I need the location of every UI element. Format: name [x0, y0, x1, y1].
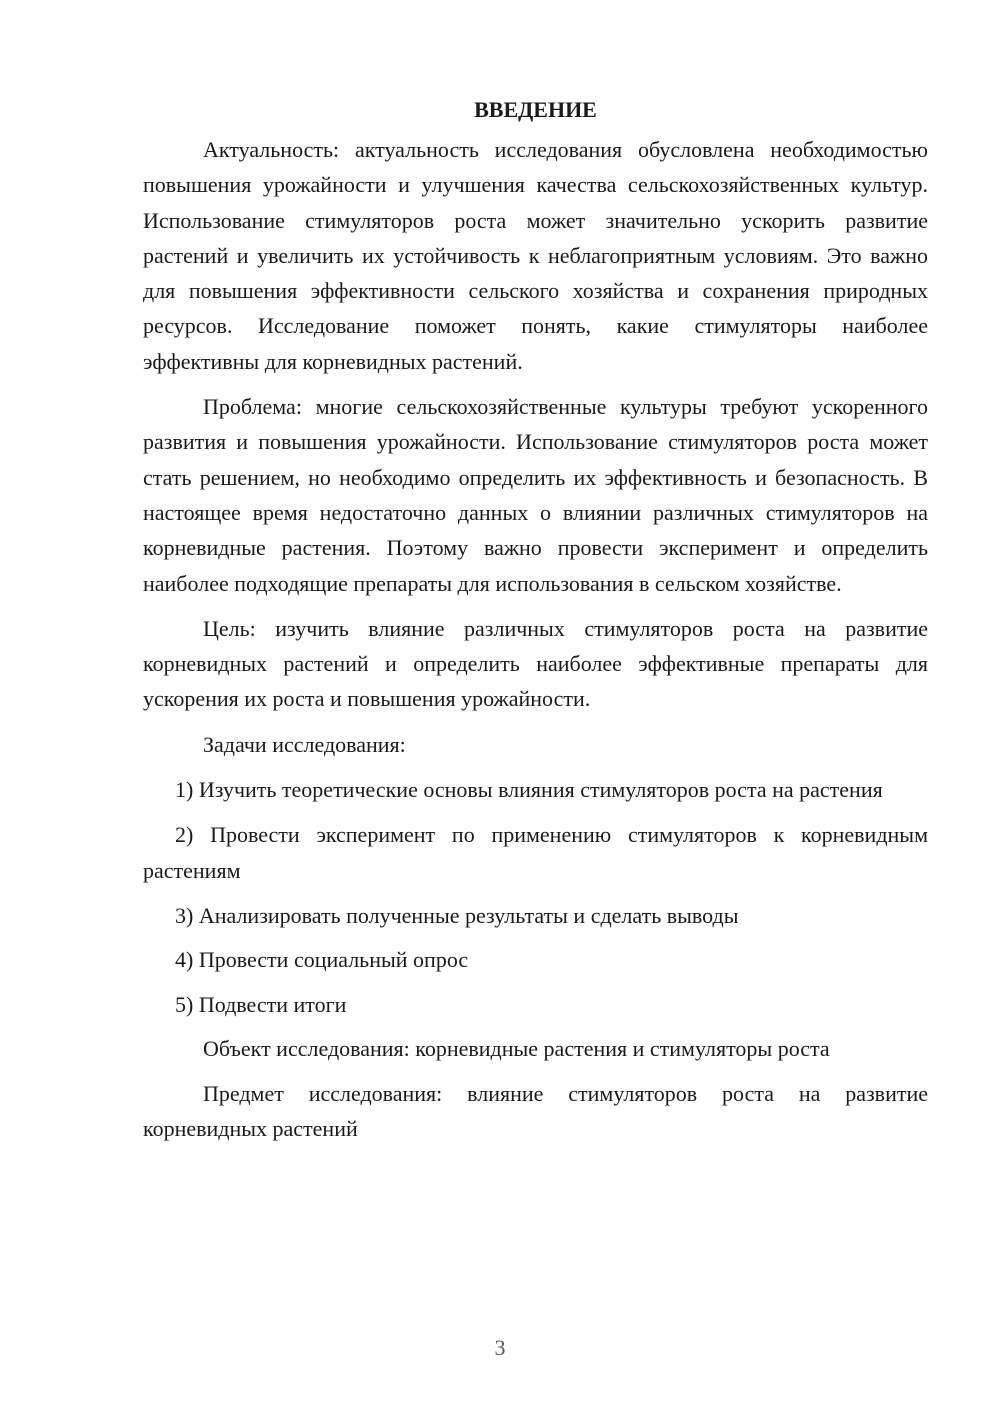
goal-paragraph: Цель: изучить влияние различных стимуляторов роста на развитие корневидных растений и определить наиболее эффективные препараты для ускорения их роста и повышения урожайности. — [143, 615, 928, 712]
section-title: ВВЕДЕНИЕ — [474, 97, 597, 122]
document-page — [143, 92, 928, 1157]
tasks-heading: Задачи исследования: — [203, 731, 406, 757]
task-item-3: 3) Анализировать полученные результаты и сделать выводы — [175, 902, 739, 928]
page-number: 3 — [494, 1335, 506, 1360]
relevance-paragraph: Актуальность: актуальность исследования обусловлена необходимостью повышения урожайности и улучшения качества сельскохозяйственных культур. Использование стимуляторов роста может значительно ускорить развитие растений и увеличить их устойчивость к неблагоприятным условиям. Это важно для повышения эффективности сельского хозяйства и сохранения природных ресурсов. Исследование поможет понять, какие стимуляторы наиболее эффективны для корневидных растений. — [143, 137, 928, 374]
task-item-5: 5) Подвести итоги — [175, 991, 347, 1017]
task-item-2: 2) Провести эксперимент по применению стимуляторов к корневидным растениям — [143, 822, 928, 883]
research-subject: Предмет исследования: влияние стимуляторов роста на развитие корневидных растений — [143, 1081, 928, 1142]
task-item-4: 4) Провести социальный опрос — [175, 947, 469, 973]
problem-paragraph: Проблема: многие сельскохозяйственные культуры требуют ускоренного развития и повышения урожайности. Использование стимуляторов роста может стать решением, но необходимо определить их эффективность и безопасность. В настоящее время недостаточно данных о влиянии различных стимуляторов на корневидные растения. Поэтому важно провести эксперимент и определить наиболее подходящие препараты для использования в сельском хозяйстве. — [143, 394, 928, 596]
research-object: Объект исследования: корневидные растения и стимуляторы роста — [203, 1035, 830, 1061]
task-item-1: 1) Изучить теоретические основы влияния стимуляторов роста на растения — [175, 777, 883, 803]
